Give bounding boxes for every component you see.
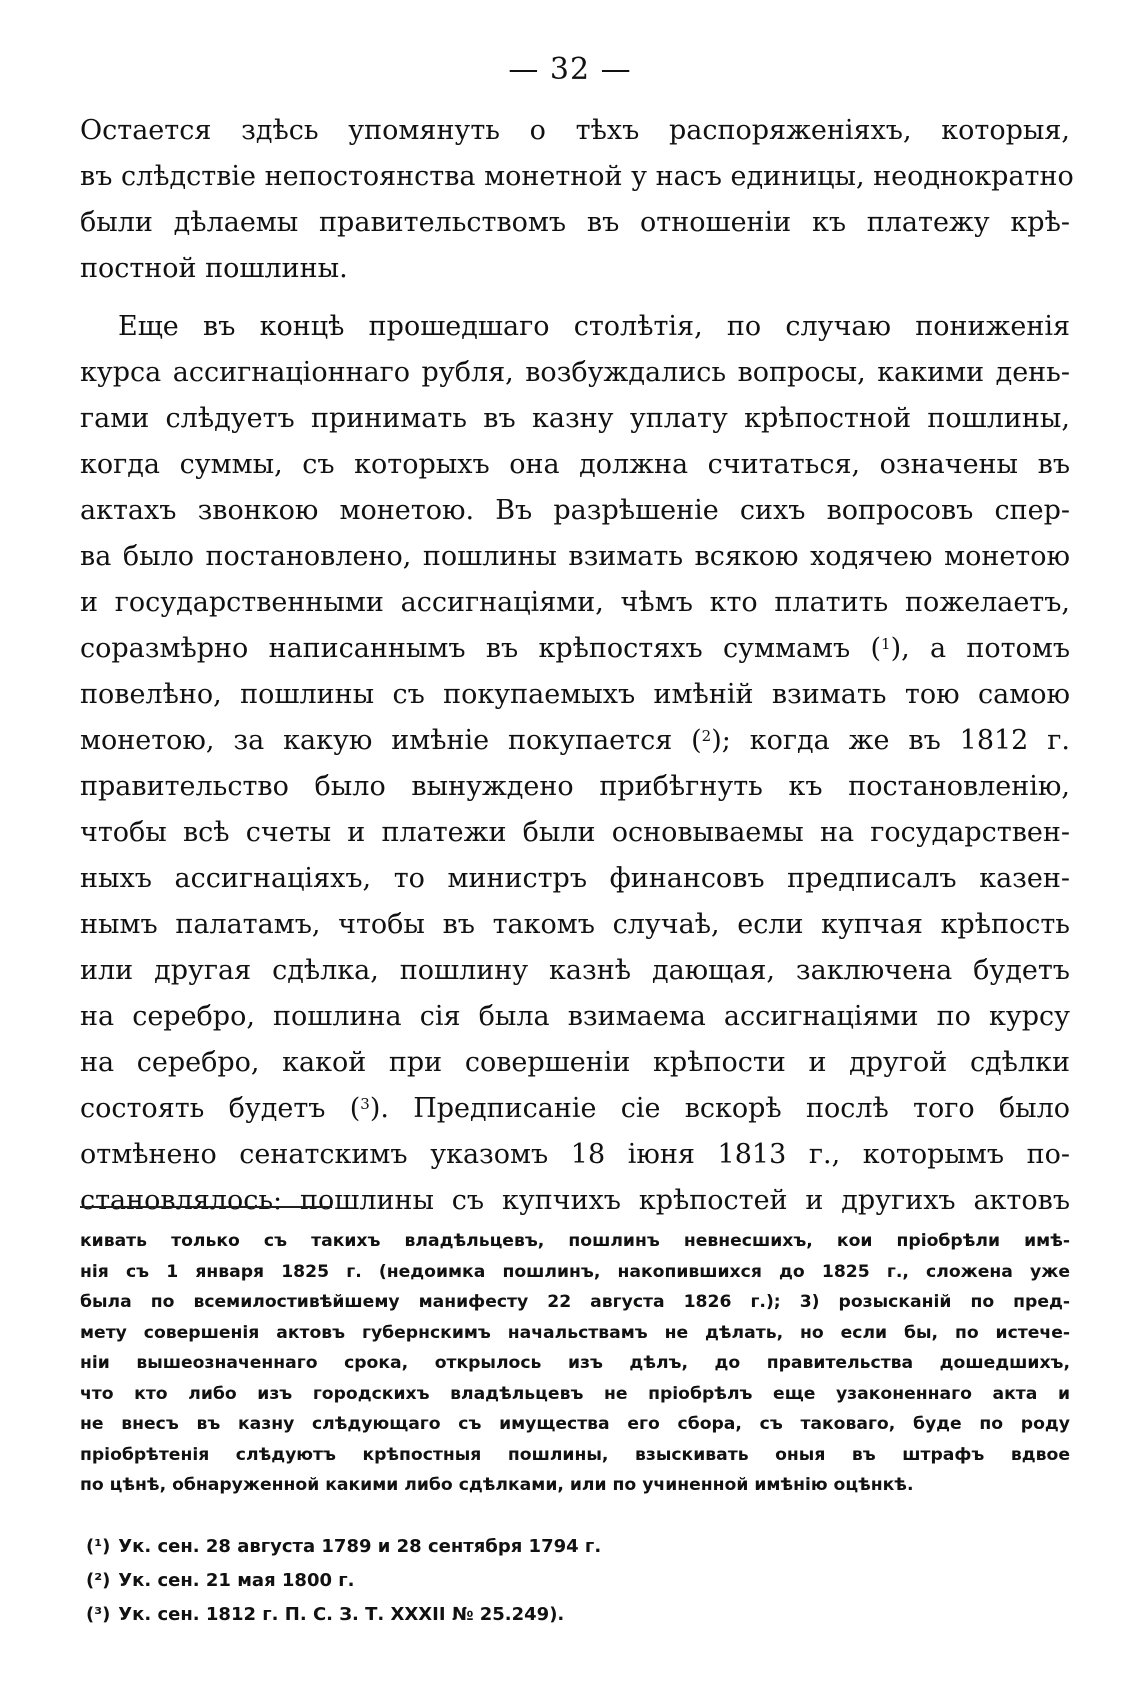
- text-line: отмѣнено сенатскимъ указомъ 18 іюня 1813 г., которымъ по-: [80, 1139, 1070, 1170]
- footnote-line: ніи вышеозначеннаго срока, открылось изъ дѣлъ, до правительства дошедшихъ,: [80, 1353, 1070, 1373]
- text-line: правительство было вынуждено прибѣгнуть къ постановленію,: [80, 771, 1070, 802]
- page-number: — 32 —: [508, 52, 632, 87]
- main-text-block: [80, 108, 1074, 1224]
- footnote-continuation: [80, 1226, 1070, 1501]
- text-line: или другая сдѣлка, пошлину казнѣ дающая, заключена будетъ: [80, 955, 1070, 986]
- note-reference: 2: [701, 727, 712, 745]
- footnote-text: Ук. сен. 28 августа 1789 и 28 сентября 1794 г.: [118, 1536, 602, 1557]
- text-line: чтобы всѣ счеты и платежи были основываемы на государствен-: [80, 817, 1070, 848]
- footnote-line: что кто либо изъ городскихъ владѣльцевъ не пріобрѣлъ еще узаконеннаго акта и: [80, 1383, 1070, 1404]
- text-line: курса ассигнаціоннаго рубля, возбуждались вопросы, какими день-: [80, 357, 1070, 388]
- footnote-marker: (²): [86, 1570, 111, 1591]
- footnote-line: мету совершенія актовъ губернскимъ начальствамъ не дѣлать, но если бы, по истече-: [80, 1322, 1070, 1343]
- text-line: ва было постановлено, пошлины взимать всякою ходячею монетою: [80, 541, 1070, 572]
- text-line: на серебро, пошлина сія была взимаема ассигнаціями по курсу: [80, 1001, 1070, 1032]
- note-reference: 1: [881, 635, 891, 653]
- footnote-line: по цѣнѣ, обнаруженной какими либо сдѣлками, или по учиненной имѣнію оцѣнкѣ.: [80, 1475, 914, 1495]
- text-line: повелѣно, пошлины съ покупаемыхъ имѣній взимать тою самою: [80, 679, 1070, 710]
- footnote-line: была по всемилостивѣйшему манифесту 22 августа 1826 г.); 3) розысканій по пред-: [80, 1292, 1070, 1312]
- text-fragment: монетою, за какую имѣніе покупается: [80, 725, 673, 756]
- text-line: когда суммы, съ которыхъ она должна считаться, означены въ: [80, 449, 1070, 480]
- text-fragment: соразмѣрно написаннымъ въ крѣпостяхъ суммамъ: [80, 633, 851, 664]
- footnote-line: нія съ 1 января 1825 г. (недоимка пошлинъ, накопившихся до 1825 г., сложена уже: [80, 1261, 1070, 1282]
- text-line: актахъ звонкою монетою. Въ разрѣшеніе сихъ вопросовъ спер-: [80, 495, 1070, 526]
- footnote-line: кивать только съ такихъ владѣльцевъ, пошлинъ невнесшихъ, кои пріобрѣли имѣ-: [80, 1231, 1070, 1251]
- text-line: становлялось: пошлины съ купчихъ крѣпостей и другихъ актовъ: [80, 1185, 1070, 1216]
- footnote-line: не внесъ въ казну слѣдующаго съ имущества его сбора, съ таковаго, буде по роду: [80, 1414, 1070, 1434]
- footnote-marker: (³): [86, 1604, 111, 1625]
- text-fragment: состоять будетъ: [80, 1093, 326, 1124]
- text-line: въ слѣдствіе непостоянства монетной у насъ единицы, неоднократно: [80, 161, 1074, 192]
- footnote-item: [86, 1598, 1066, 1632]
- text-line: гами слѣдуетъ принимать въ казну уплату крѣпостной пошлины,: [80, 403, 1070, 434]
- footnote-line: пріобрѣтенія слѣдуютъ крѣпостныя пошлины, взыскивать оныя въ штрафъ вдвое: [80, 1444, 1070, 1465]
- text-line: постной пошлины.: [80, 253, 348, 284]
- footnote-item: [86, 1530, 1066, 1564]
- text-fragment: , а потомъ: [901, 633, 1070, 664]
- text-line: и государственными ассигнаціями, чѣмъ кто платить пожелаетъ,: [80, 587, 1070, 618]
- note-reference: 3: [360, 1095, 370, 1113]
- footnotes-list: [86, 1530, 1066, 1632]
- footnote-marker: (¹): [86, 1536, 111, 1557]
- text-line-with-note: монетою, за какую имѣніе покупается ($^2$); когда же въ 1812 г.: [80, 725, 1070, 756]
- text-line: на серебро, какой при совершеніи крѣпости и другой сдѣлки: [80, 1047, 1070, 1078]
- text-fragment: ; когда же въ 1812 г.: [721, 725, 1070, 756]
- text-line: Остается здѣсь упомянуть о тѣхъ распоряженіяхъ, которыя,: [80, 115, 1070, 146]
- text-fragment: . Предписаніе сіе вскорѣ послѣ того было: [380, 1093, 1071, 1124]
- footnote-item: [86, 1564, 1066, 1598]
- text-line: нымъ палатамъ, чтобы въ такомъ случаѣ, если купчая крѣпость: [80, 909, 1070, 940]
- text-line-with-note: состоять будетъ ($^3$). Предписаніе сіе вскорѣ послѣ того было: [80, 1093, 1071, 1124]
- text-line-with-note: соразмѣрно написаннымъ въ крѣпостяхъ суммамъ ($^1$), а потомъ: [80, 633, 1070, 664]
- footnote-text: Ук. сен. 21 мая 1800 г.: [118, 1570, 355, 1591]
- footnote-divider: [80, 1206, 332, 1208]
- text-line: Еще въ концѣ прошедшаго столѣтія, по случаю пониженія: [118, 311, 1070, 342]
- footnote-text: Ук. сен. 1812 г. П. С. З. Т. XXXII № 25.249).: [118, 1604, 565, 1625]
- text-line: ныхъ ассигнаціяхъ, то министръ финансовъ предписалъ казен-: [80, 863, 1070, 894]
- text-line: были дѣлаемы правительствомъ въ отношеніи къ платежу крѣ-: [80, 207, 1070, 238]
